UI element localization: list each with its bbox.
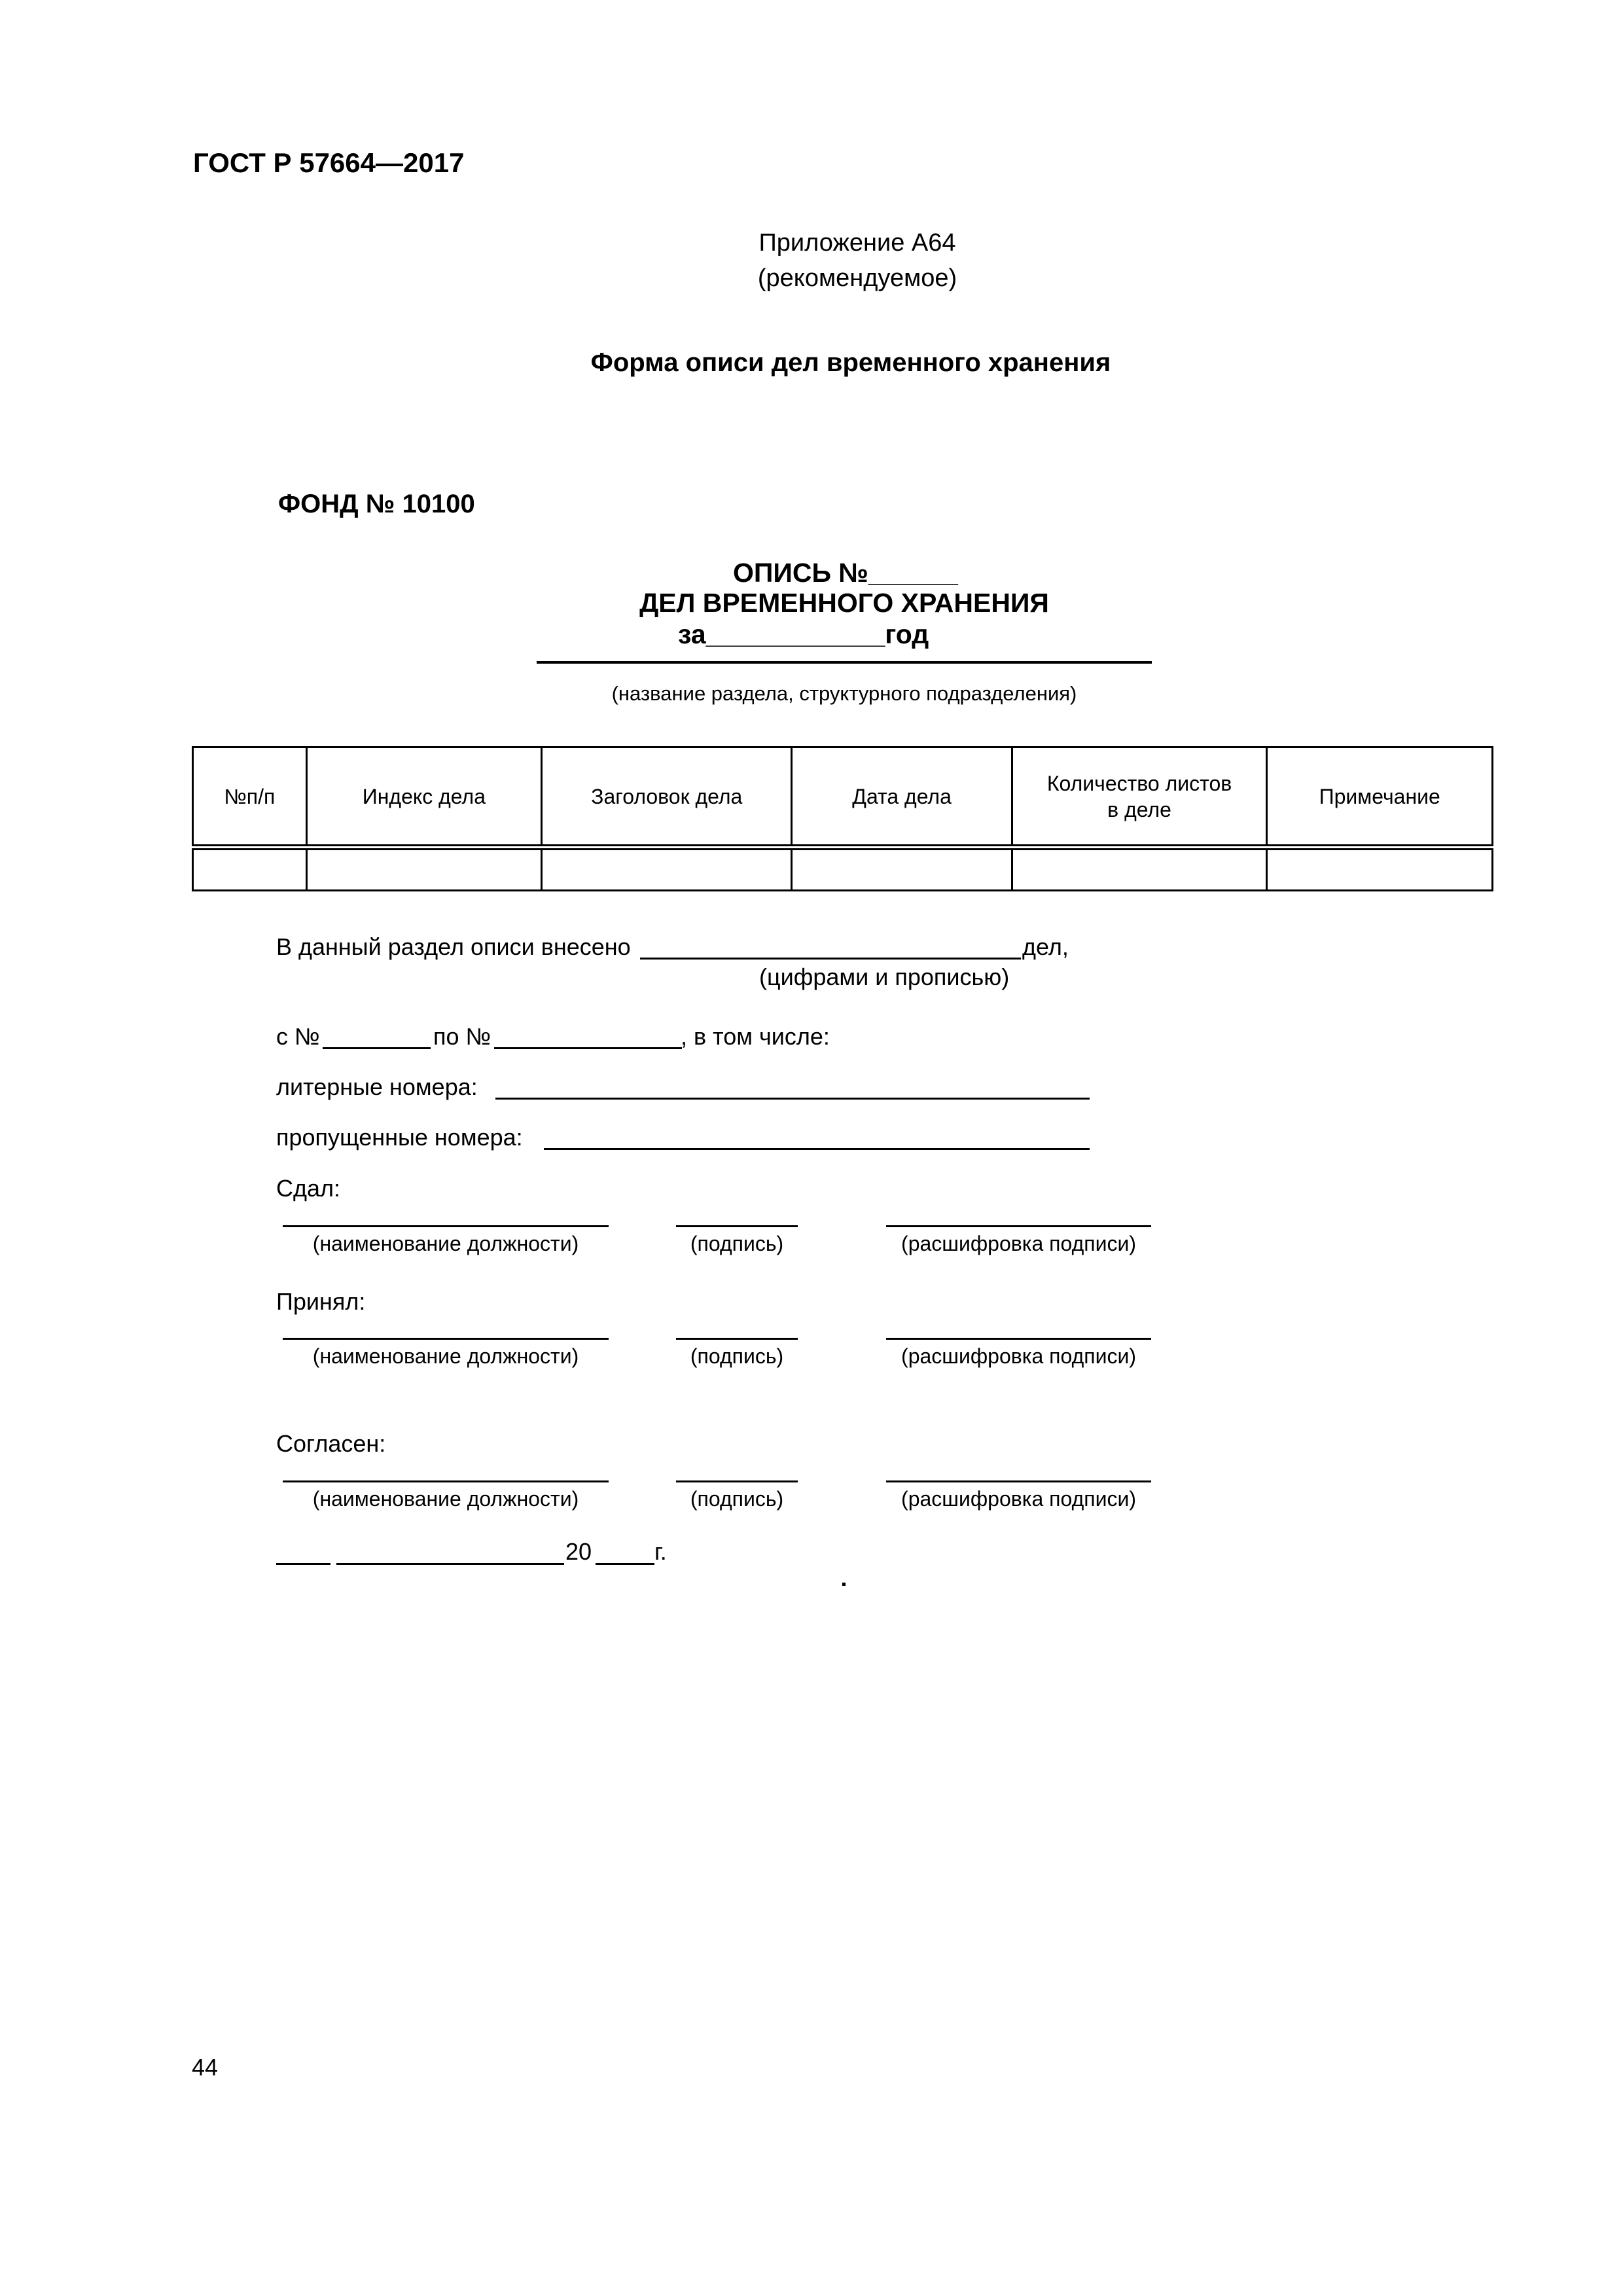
letter-numbers-field[interactable]: [495, 1098, 1090, 1100]
decoding-caption: (расшифровка подписи): [901, 1232, 1136, 1255]
agreed-decoding-field[interactable]: [886, 1480, 1151, 1482]
column-header: [1012, 747, 1267, 848]
entered-count-field[interactable]: [640, 958, 1021, 960]
handed-signature-field[interactable]: [676, 1225, 798, 1227]
form-title: Форма описи дел временного хранения: [590, 348, 1111, 377]
date-year-prefix: 20: [565, 1538, 592, 1565]
from-number-field[interactable]: [323, 1047, 431, 1049]
handed-decoding-field[interactable]: [886, 1225, 1151, 1227]
table-cell[interactable]: [542, 848, 792, 891]
opis-number-line: ОПИСЬ №______: [733, 558, 958, 588]
table-cell[interactable]: [193, 848, 307, 891]
date-year-suffix: г.: [654, 1538, 667, 1565]
inventory-table: [192, 746, 1493, 891]
opis-title-line: ДЕЛ ВРЕМЕННОГО ХРАНЕНИЯ: [639, 588, 1049, 618]
column-header: Дата дела: [792, 747, 1012, 848]
letter-numbers-label: литерные номера:: [276, 1073, 478, 1100]
fond-number: ФОНД № 10100: [278, 490, 475, 518]
opis-year-line: за____________год: [678, 619, 929, 649]
missing-numbers-field[interactable]: [544, 1148, 1090, 1150]
to-number-label: по №: [433, 1023, 491, 1050]
handed-label: Сдал:: [276, 1175, 341, 1202]
agreed-label: Согласен:: [276, 1430, 386, 1457]
appendix-note: (рекомендуемое): [757, 264, 957, 292]
missing-numbers-label: пропущенные номера:: [276, 1124, 523, 1151]
table-cell[interactable]: [306, 848, 541, 891]
section-name-caption: (название раздела, структурного подразделения): [537, 661, 1152, 706]
entered-count-caption: (цифрами и прописью): [759, 963, 1010, 990]
signature-caption: (подпись): [690, 1232, 784, 1255]
signature-caption: (подпись): [690, 1344, 784, 1368]
column-header: Примечание: [1267, 747, 1493, 848]
decoding-caption: (расшифровка подписи): [901, 1344, 1136, 1368]
column-header: Индекс дела: [306, 747, 541, 848]
received-decoding-field[interactable]: [886, 1338, 1151, 1340]
appendix-block: [674, 226, 1041, 296]
date-year-field[interactable]: [596, 1563, 654, 1565]
date-day-field[interactable]: [276, 1563, 330, 1565]
table-header-row: [193, 747, 1493, 848]
table-row: [193, 848, 1493, 891]
to-number-field[interactable]: [494, 1047, 682, 1049]
position-caption: (наименование должности): [312, 1344, 579, 1368]
column-header-text: Количество листов в деле: [1046, 771, 1232, 821]
column-header: №п/п: [193, 747, 307, 848]
stray-dot: [842, 1583, 846, 1586]
table-cell[interactable]: [1012, 848, 1267, 891]
entered-count-suffix: дел,: [1022, 933, 1069, 960]
handed-position-field[interactable]: [283, 1225, 609, 1227]
from-number-label: с №: [276, 1023, 320, 1050]
received-label: Принял:: [276, 1288, 366, 1315]
page-number: 44: [192, 2054, 219, 2081]
decoding-caption: (расшифровка подписи): [901, 1487, 1136, 1511]
entered-count-prefix: В данный раздел описи внесено: [276, 933, 631, 960]
table-cell[interactable]: [792, 848, 1012, 891]
date-month-field[interactable]: [336, 1563, 564, 1565]
appendix-title: Приложение А64: [758, 229, 956, 257]
agreed-signature-field[interactable]: [676, 1480, 798, 1482]
standard-designation: ГОСТ Р 57664—2017: [193, 147, 465, 178]
including-text: , в том числе:: [681, 1023, 830, 1050]
received-signature-field[interactable]: [676, 1338, 798, 1340]
column-header: Заголовок дела: [542, 747, 792, 848]
table-cell[interactable]: [1267, 848, 1493, 891]
signature-caption: (подпись): [690, 1487, 784, 1511]
received-position-field[interactable]: [283, 1338, 609, 1340]
agreed-position-field[interactable]: [283, 1480, 609, 1482]
position-caption: (наименование должности): [312, 1232, 579, 1255]
position-caption: (наименование должности): [312, 1487, 579, 1511]
